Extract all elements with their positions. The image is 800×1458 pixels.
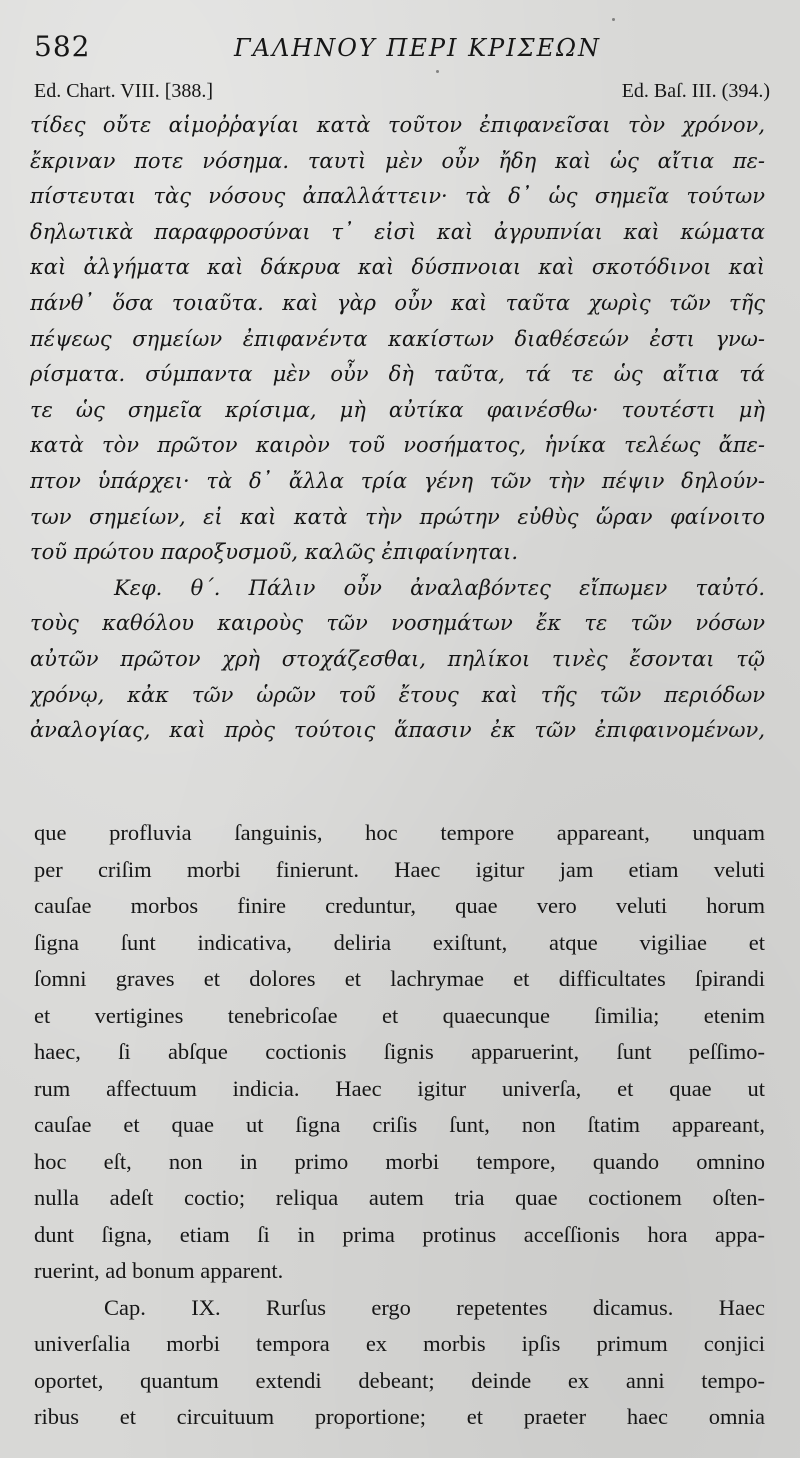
greek-line: χρόνῳ, κἀκ τῶν ὡρῶν τοῦ ἔτους καὶ τῆς τῶν περιόδων (30, 682, 765, 707)
greek-line: πάνθ᾽ ὅσα τοιαῦτα. καὶ γὰρ οὖν καὶ ταῦτα χωρὶς τῶν τῆς (30, 290, 765, 315)
latin-line: haec, ſi abſque coctionis ſignis apparuerint, ſunt peſſimo- (34, 1039, 765, 1064)
edition-basel-reference: Ed. Baſ. III. (394.) (621, 80, 770, 102)
greek-line: τοῦ πρώτου παροξυσμοῦ, καλῶς ἐπιφαίνηται. (30, 540, 519, 565)
greek-text-block (30, 108, 765, 749)
latin-line: hoc eſt, non in primo morbi tempore, quando omnino (34, 1148, 765, 1174)
edition-reference-line (34, 80, 770, 108)
greek-line: αὐτῶν πρῶτον χρὴ στοχάζεσθαι, πηλίκοι τινὲς ἔσονται τῷ (30, 646, 765, 671)
latin-line: ribus et circuituum proportione; et praeter haec omnia (34, 1404, 765, 1429)
running-title: ΓΑΛΗΝΟΥ ΠΕΡΙ ΚΡΙΣΕΩΝ (234, 34, 602, 62)
latin-line: et vertigines tenebricoſae et quaecunque ſimilia; etenim (34, 1002, 765, 1028)
greek-line: τοὺς καθόλου καιροὺς τῶν νοσημάτων ἔκ τε τῶν νόσων (30, 611, 765, 636)
latin-line: ſomni graves et dolores et lachrymae et difficultates ſpirandi (34, 966, 765, 991)
greek-line: ἀναλογίας, καὶ πρὸς τούτοις ἅπασιν ἐκ τῶν ἐπιφαινομένων, (30, 718, 765, 743)
greek-line: καὶ ἀλγήματα καὶ δάκρυα καὶ δύσπνοιαι καὶ σκοτόδινοι καὶ (30, 255, 765, 280)
paper-speck (436, 70, 439, 73)
paper-speck (612, 18, 615, 21)
latin-line: univerſalia morbi tempora ex morbis ipſis primum conjici (34, 1331, 765, 1356)
greek-line: κατὰ τὸν πρῶτον καιρὸν τοῦ νοσήματος, ἡνίκα τελέως ἄπε- (30, 433, 765, 458)
latin-line: per criſim morbi finierunt. Haec igitur jam etiam veluti (34, 856, 765, 882)
latin-line: oportet, quantum extendi debeant; deinde ex anni tempo- (34, 1367, 765, 1393)
greek-line: δηλωτικὰ παραφροσύναι τ᾽ εἰσὶ καὶ ἀγρυπνίαι καὶ κώματα (30, 219, 765, 244)
page-header (34, 30, 774, 64)
latin-chapter-heading-line: Cap. IX. Rurſus ergo repetentes dicamus. Haec (104, 1294, 765, 1320)
greek-line: των σημείων, εἰ καὶ κατὰ τὴν πρώτην εὐθὺς ὥραν φαίνοιτο (30, 504, 765, 529)
latin-line: nulla adeſt coctio; reliqua autem tria quae coctionem oſten- (34, 1185, 765, 1210)
greek-line: πίστευται τὰς νόσους ἀπαλλάττειν· τὰ δ᾽ ὡς σημεῖα τούτων (30, 184, 765, 209)
latin-text-block (34, 815, 765, 1436)
latin-line: rum affectuum indicia. Haec igitur univerſa, et quae ut (34, 1075, 765, 1101)
greek-line: ἔκριναν ποτε νόσημα. ταυτὶ μὲν οὖν ἤδη καὶ ὡς αἴτια πε- (30, 148, 765, 173)
latin-line: que profluvia ſanguinis, hoc tempore appareant, unquam (34, 820, 765, 845)
latin-line: ſigna ſunt indicativa, deliria exiſtunt, atque vigiliae et (34, 929, 765, 955)
edition-chart-reference: Ed. Chart. VIII. [388.] (34, 80, 214, 102)
latin-line: cauſae et quae ut ſigna criſis ſunt, non ſtatim appareant, (34, 1112, 765, 1137)
greek-line: πτον ὑπάρχει· τὰ δ᾽ ἄλλα τρία γένη τῶν τὴν πέψιν δηλούν- (30, 468, 765, 493)
greek-line: τε ὡς σημεῖα κρίσιμα, μὴ αὐτίκα φαινέσθω· τουτέστι μὴ (30, 397, 765, 422)
latin-line: ruerint, ad bonum apparent. (34, 1258, 284, 1283)
page-number: 582 (34, 30, 91, 63)
greek-line: πέψεως σημείων ἐπιφανέντα κακίστων διαθέσεών ἐστι γνω- (30, 326, 765, 351)
latin-line: dunt ſigna, etiam ſi in prima protinus acceſſionis hora appa- (34, 1221, 765, 1247)
latin-line: cauſae morbos finire creduntur, quae vero veluti horum (34, 893, 765, 918)
greek-line: τίδες οὔτε αἱμοῤῥαγίαι κατὰ τοῦτον ἐπιφανεῖσαι τὸν χρόνον, (30, 113, 765, 137)
greek-chapter-heading-line: Κεφ. θ΄. Πάλιν οὖν ἀναλαβόντες εἴπωμεν ταὐτό. (114, 575, 765, 600)
greek-line: ρίσματα. σύμπαντα μὲν οὖν δὴ ταῦτα, τά τε ὡς αἴτια τά (30, 362, 765, 387)
